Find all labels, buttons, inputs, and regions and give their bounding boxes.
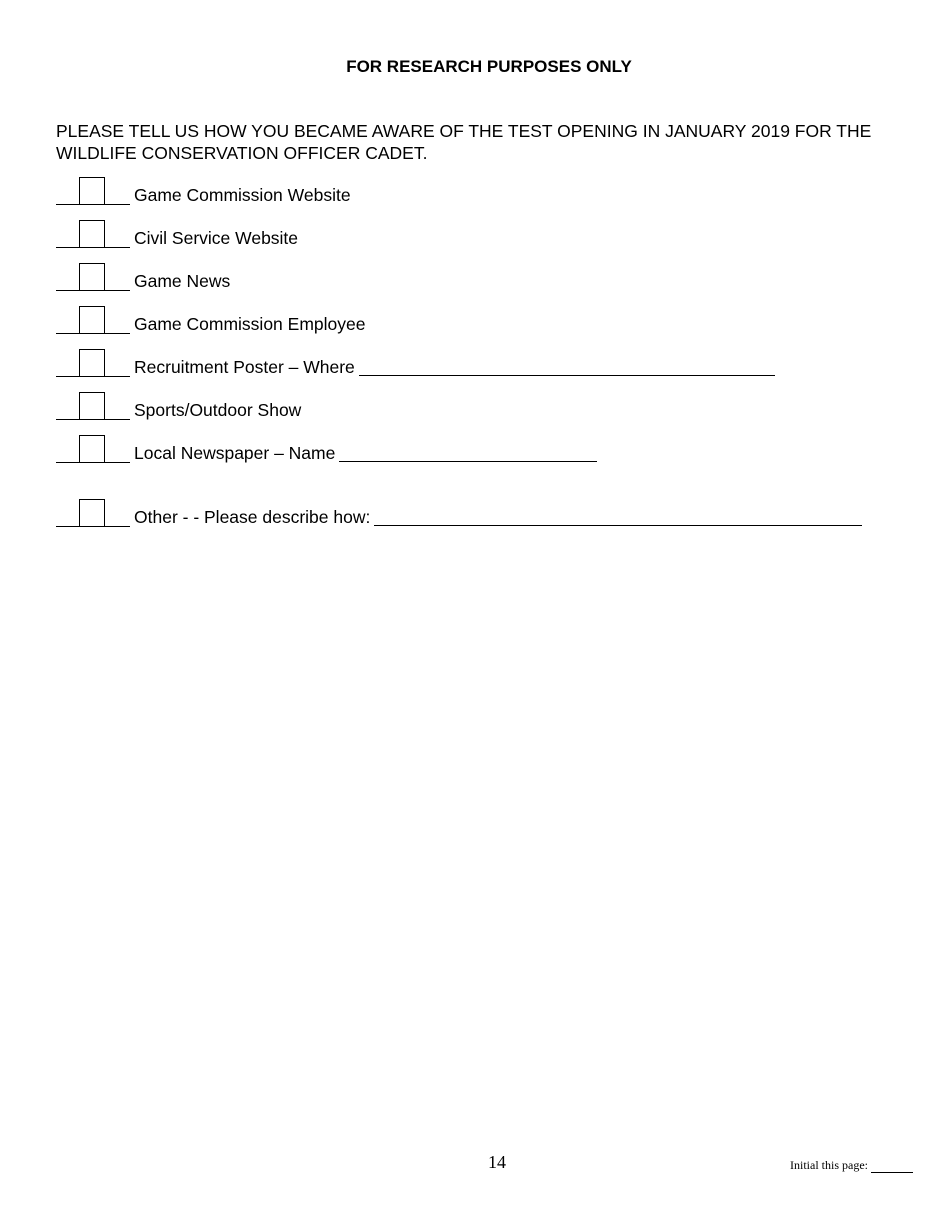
- page-title: FOR RESEARCH PURPOSES ONLY: [346, 57, 632, 76]
- option-label: Game News: [134, 271, 231, 291]
- checkbox-civil-service-website[interactable]: [79, 220, 105, 248]
- option-label: Recruitment Poster – Where: [134, 357, 355, 377]
- option-game-news: [56, 263, 230, 295]
- other-describe-field[interactable]: [374, 507, 862, 526]
- option-game-commission-website: [56, 177, 351, 209]
- checkbox-game-commission-website[interactable]: [79, 177, 105, 205]
- newspaper-name-field[interactable]: [339, 443, 597, 462]
- question-text: PLEASE TELL US HOW YOU BECAME AWARE OF THE TEST OPENING IN JANUARY 2019 FOR THE WILDLIFE CONSERVATION OFFICER CADET.: [56, 121, 872, 163]
- poster-where-field[interactable]: [359, 357, 775, 376]
- checkbox-other[interactable]: [79, 499, 105, 527]
- option-other: [56, 499, 862, 531]
- option-sports-outdoor-show: [56, 392, 301, 424]
- initial-this-page: [790, 1158, 913, 1173]
- initial-field[interactable]: [871, 1160, 913, 1173]
- checkbox-sports-outdoor-show[interactable]: [79, 392, 105, 420]
- checkbox-local-newspaper[interactable]: [79, 435, 105, 463]
- option-label: Other - - Please describe how:: [134, 507, 371, 527]
- checkbox-game-news[interactable]: [79, 263, 105, 291]
- option-game-commission-employee: [56, 306, 365, 338]
- checkbox-game-commission-employee[interactable]: [79, 306, 105, 334]
- option-civil-service-website: [56, 220, 298, 252]
- option-local-newspaper: [56, 435, 597, 467]
- checkbox-recruitment-poster[interactable]: [79, 349, 105, 377]
- initial-label: Initial this page:: [790, 1158, 868, 1172]
- option-label: Local Newspaper – Name: [134, 443, 336, 463]
- option-recruitment-poster: [56, 349, 775, 381]
- option-label: Game Commission Website: [134, 185, 351, 205]
- option-label: Civil Service Website: [134, 228, 299, 248]
- option-label: Sports/Outdoor Show: [134, 400, 302, 420]
- page-number: 14: [488, 1152, 506, 1172]
- option-label: Game Commission Employee: [134, 314, 366, 334]
